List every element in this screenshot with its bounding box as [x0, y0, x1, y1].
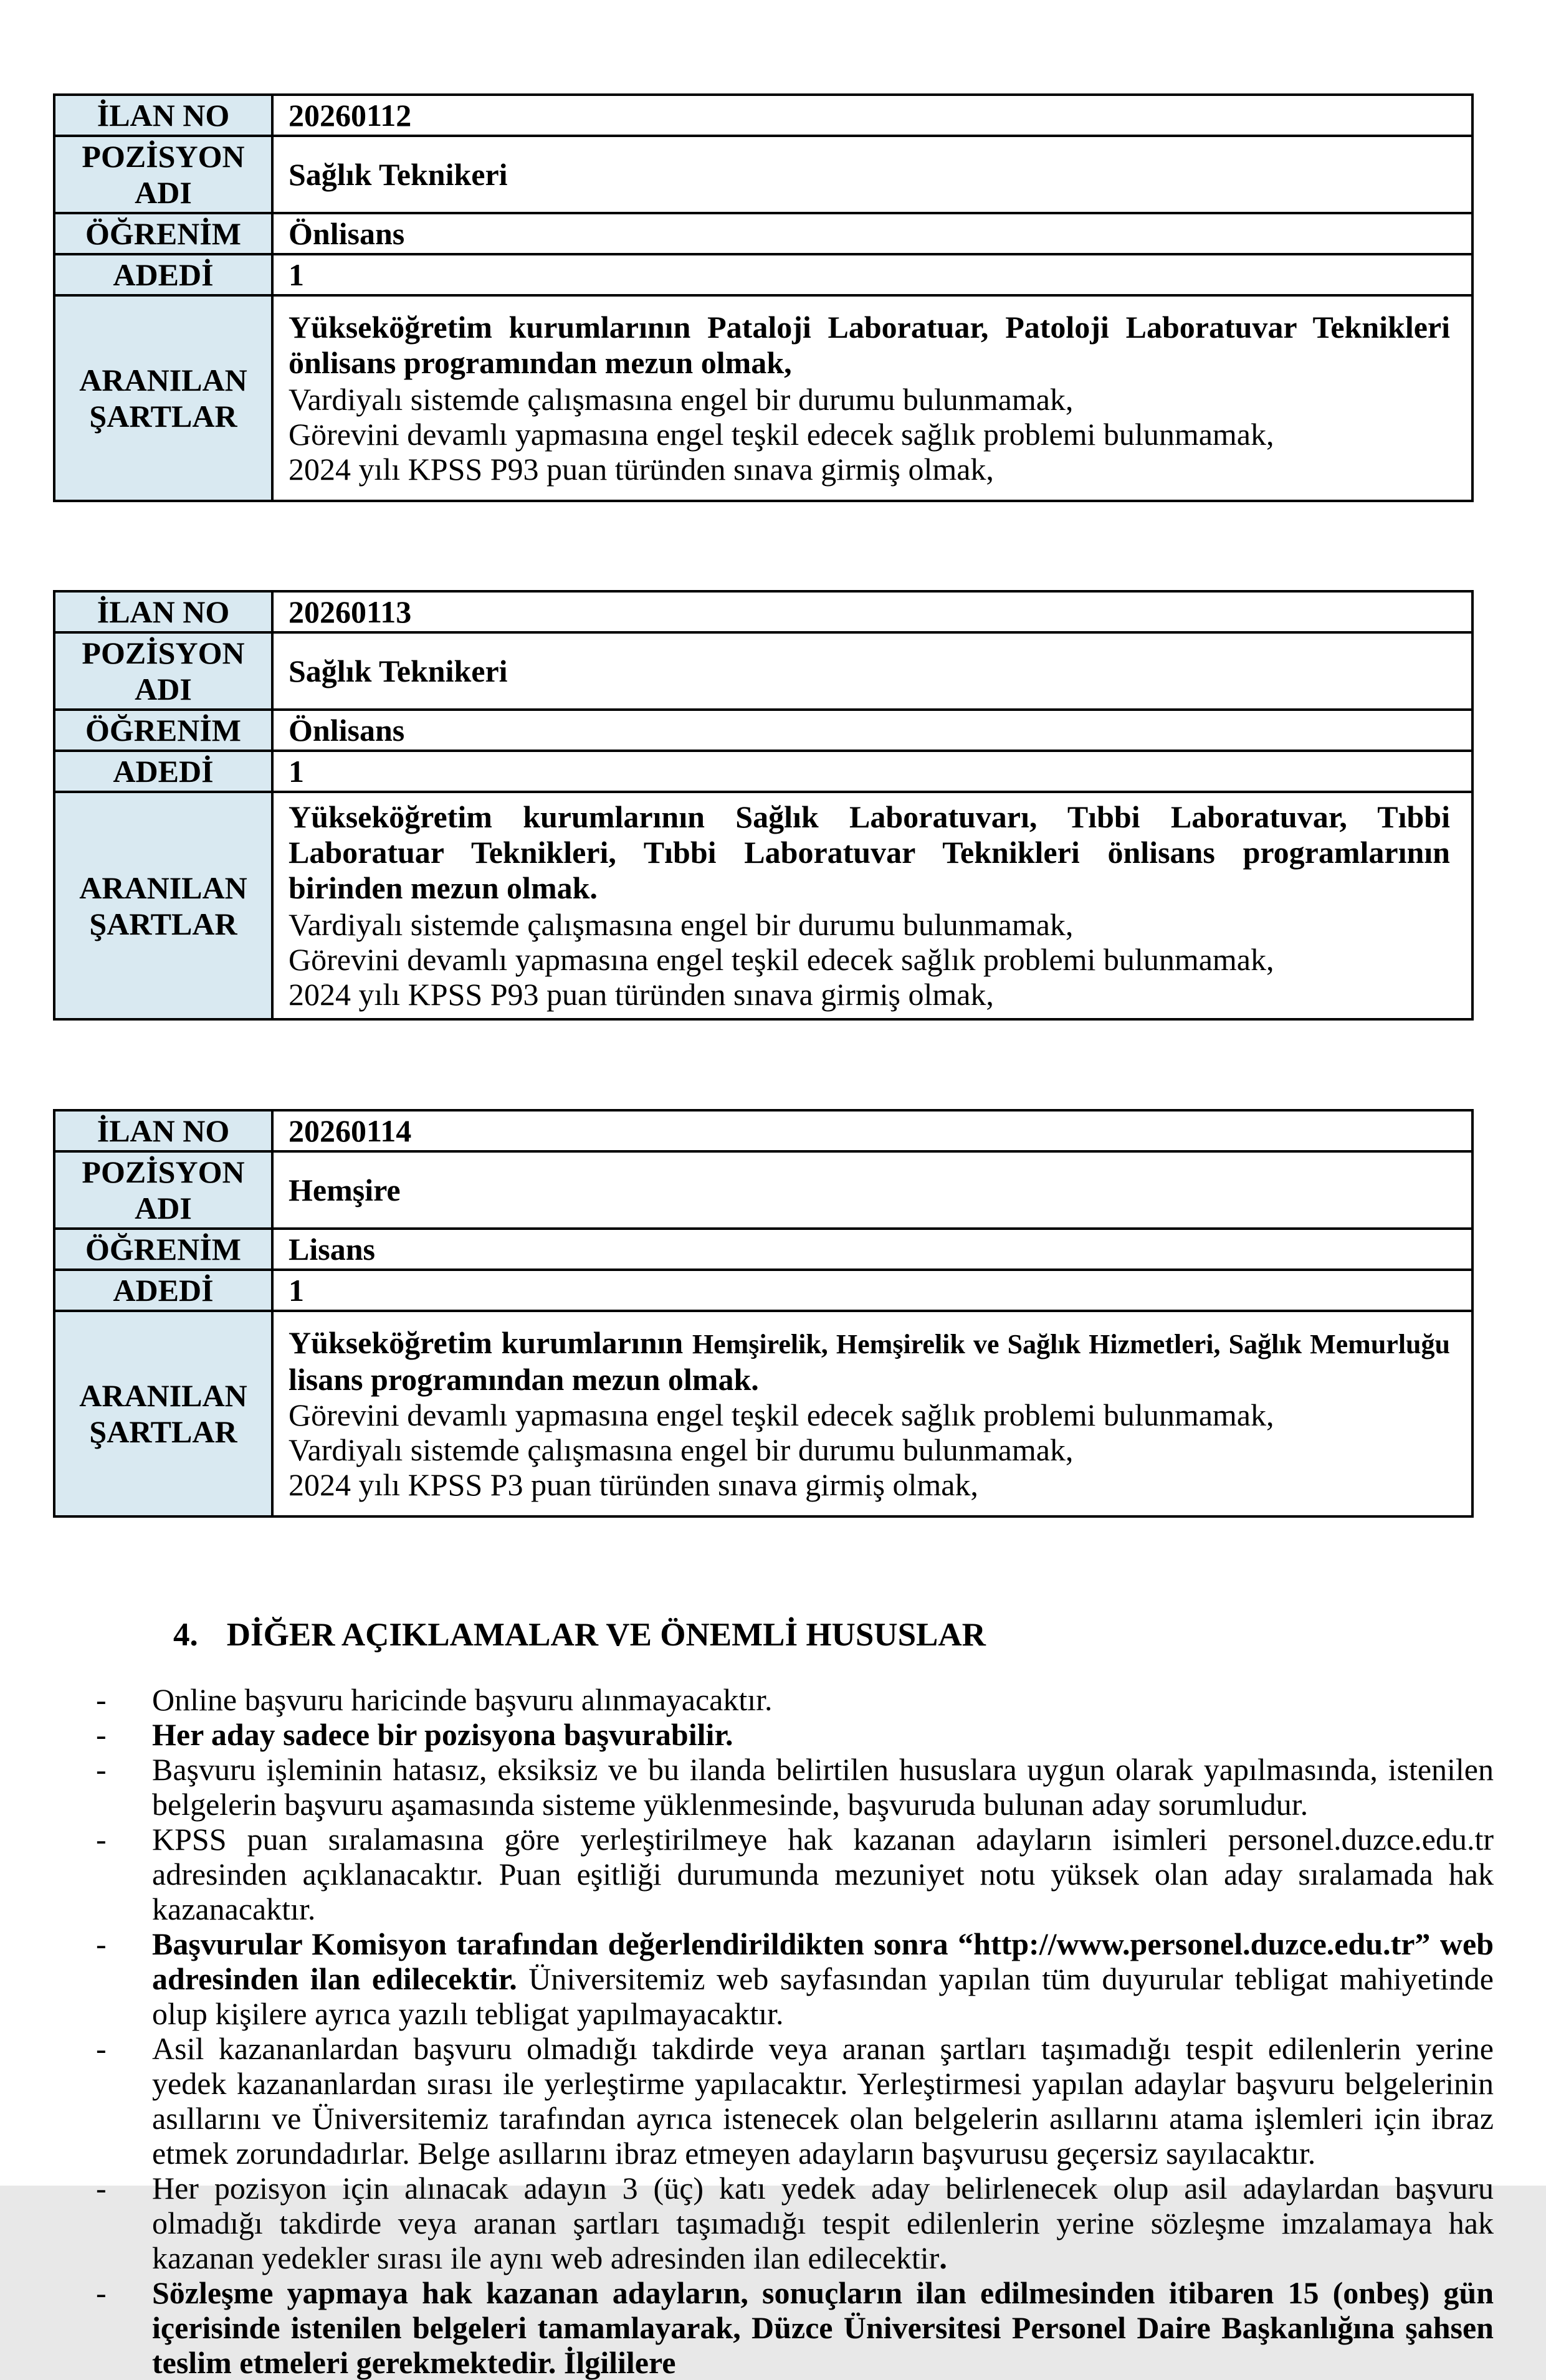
list-item — [53, 2031, 1494, 2171]
aranilan-sartlar-label: ARANILAN ŞARTLAR — [54, 1311, 272, 1516]
ogrenim-label: ÖĞRENİM — [54, 1229, 272, 1270]
dash-marker: - — [96, 1926, 107, 1961]
aranilan-sartlar-value — [272, 792, 1472, 1019]
table-row — [54, 1151, 1472, 1229]
adedi-label: ADEDİ — [54, 751, 272, 792]
dash-marker: - — [96, 2275, 107, 2310]
note-text: KPSS puan sıralamasına göre yerleştirilmeye hak kazanan adayların isimleri personel.duzce.edu.tr adresinden açıklanacaktır. Puan eşitliği durumunda mezuniyet notu yüksek olan aday sıralamada hak kazanacaktır. — [152, 1822, 1494, 1926]
ogrenim-value: Lisans — [272, 1229, 1472, 1270]
table-row — [54, 591, 1472, 632]
dash-marker: - — [96, 2171, 107, 2206]
note-text: Online başvuru haricinde başvuru alınmayacaktır. — [152, 1682, 773, 1717]
dash-marker: - — [96, 1822, 107, 1857]
pozisyon-adi-label: POZİSYON ADI — [54, 136, 272, 213]
ogrenim-label: ÖĞRENİM — [54, 710, 272, 751]
adedi-value: 1 — [272, 751, 1472, 792]
ilan-no-value: 20260114 — [272, 1110, 1472, 1151]
sartlar-line: Vardiyalı sistemde çalışmasına engel bir durumu bulunmamak, — [289, 907, 1074, 942]
table-row — [54, 254, 1472, 295]
list-item — [53, 1752, 1494, 1822]
table-row — [54, 1311, 1472, 1516]
adedi-value: 1 — [272, 254, 1472, 295]
dash-marker: - — [96, 1752, 107, 1787]
table-row — [54, 1270, 1472, 1311]
section-title: DİĞER AÇIKLAMALAR VE ÖNEMLİ HUSUSLAR — [226, 1617, 986, 1653]
list-item — [53, 2171, 1494, 2275]
adedi-label: ADEDİ — [54, 1270, 272, 1311]
list-item — [53, 1682, 1494, 1717]
section-heading — [173, 1616, 1494, 1654]
ilan-no-label: İLAN NO — [54, 95, 272, 136]
dash-marker: - — [96, 2031, 107, 2066]
list-item — [53, 2275, 1494, 2380]
sartlar-line: Vardiyalı sistemde çalışmasına engel bir durumu bulunmamak, — [289, 1432, 1074, 1467]
note-text: Her aday sadece bir pozisyona başvurabilir. — [152, 1717, 733, 1752]
table-row — [54, 136, 1472, 213]
dash-marker: - — [96, 1717, 107, 1752]
sartlar-line: 2024 yılı KPSS P3 puan türünden sınava girmiş olmak, — [289, 1467, 978, 1502]
pozisyon-adi-label: POZİSYON ADI — [54, 632, 272, 710]
table-row — [54, 213, 1472, 254]
adedi-label: ADEDİ — [54, 254, 272, 295]
table-row — [54, 295, 1472, 501]
table-row — [54, 632, 1472, 710]
adedi-value: 1 — [272, 1270, 1472, 1311]
ogrenim-value: Önlisans — [272, 710, 1472, 751]
ogrenim-label: ÖĞRENİM — [54, 213, 272, 254]
aranilan-sartlar-label: ARANILAN ŞARTLAR — [54, 295, 272, 501]
section-number: 4. — [173, 1617, 198, 1653]
note-text: Başvurular Komisyon tarafından değerlendirildikten sonra “http://www.personel.duzce.edu.tr” web adresinden ilan edilecektir. Üniversitemiz web sayfasından yapılan tüm duyurular tebligat mahiyetinde olup kişilere ayrıca yazılı tebligat yapılmayacaktır. — [152, 1926, 1494, 2031]
table-row — [54, 751, 1472, 792]
list-item — [53, 1717, 1494, 1752]
aranilan-sartlar-value — [272, 295, 1472, 501]
dash-marker: - — [96, 1682, 107, 1717]
ilan-no-value: 20260112 — [272, 95, 1472, 136]
ilan-no-label: İLAN NO — [54, 1110, 272, 1151]
job-table-20260113 — [53, 590, 1474, 1021]
sartlar-line: 2024 yılı KPSS P93 puan türünden sınava girmiş olmak, — [289, 977, 994, 1012]
sartlar-line: 2024 yılı KPSS P93 puan türünden sınava girmiş olmak, — [289, 452, 994, 487]
aranilan-sartlar-label: ARANILAN ŞARTLAR — [54, 792, 272, 1019]
sartlar-bold-sentence: Yükseköğretim kurumlarının Pataloji Laboratuar, Patoloji Laboratuvar Teknikleri önlisans programından mezun olmak, — [289, 310, 1450, 380]
page-content — [53, 0, 1494, 2380]
table-row — [54, 1229, 1472, 1270]
list-item — [53, 1926, 1494, 2031]
pozisyon-adi-value: Hemşire — [272, 1151, 1472, 1229]
list-item — [53, 1822, 1494, 1926]
pozisyon-adi-label: POZİSYON ADI — [54, 1151, 272, 1229]
table-row — [54, 95, 1472, 136]
ilan-no-label: İLAN NO — [54, 591, 272, 632]
note-text: Başvuru işleminin hatasız, eksiksiz ve bu ilanda belirtilen hususlara uygun olarak yapılmasında, istenilen belgelerin başvuru aşamasında sisteme yüklenmesinde, başvuruda bulunan aday sorumludur. — [152, 1752, 1494, 1822]
note-text: Her pozisyon için alınacak adayın 3 (üç) katı yedek aday belirlenecek olup asil adaylardan başvuru olmadığı takdirde veya aranan şartları taşımadığı tespit edilenlerin yerine sözleşme imzalamaya hak kazanan yedekler sırası ile aynı web adresinden ilan edilecektir. — [152, 2171, 1494, 2275]
table-row — [54, 710, 1472, 751]
job-table-20260114 — [53, 1109, 1474, 1518]
pozisyon-adi-value: Sağlık Teknikeri — [272, 136, 1472, 213]
aranilan-sartlar-value — [272, 1311, 1472, 1516]
note-text: Sözleşme yapmaya hak kazanan adayların, sonuçların ilan edilmesinden itibaren 15 (onbeş) gün içerisinde istenilen belgeleri tamamlayarak, Düzce Üniversitesi Personel Daire Başkanlığına şahsen teslim etmeleri gerekmektedir. İlgililere — [152, 2275, 1494, 2380]
table-row — [54, 792, 1472, 1019]
pozisyon-adi-value: Sağlık Teknikeri — [272, 632, 1472, 710]
ogrenim-value: Önlisans — [272, 213, 1472, 254]
note-text: Asil kazananlardan başvuru olmadığı takdirde veya aranan şartları taşımadığı tespit edilenlerin yerine yedek kazananlardan sırası ile yerleştirme yapılacaktır. Yerleştirmesi yapılan adaylar başvuru belgelerinin asıllarını ve Üniversitemiz tarafından ayrıca istenecek olan belgelerin asıllarını atama işlemleri için ibraz etmek zorundadırlar. Belge asıllarını ibraz etmeyen adayların başvurusu geçersiz sayılacaktır. — [152, 2031, 1494, 2171]
sartlar-line: Görevini devamlı yapmasına engel teşkil edecek sağlık problemi bulunmamak, — [289, 942, 1274, 977]
table-row — [54, 1110, 1472, 1151]
sartlar-bold-sentence: Yükseköğretim kurumlarının Hemşirelik, Hemşirelik ve Sağlık Hizmetleri, Sağlık Memurluğu lisans programından mezun olmak. — [289, 1325, 1450, 1397]
sartlar-bold-sentence: Yükseköğretim kurumlarının Sağlık Laboratuvarı, Tıbbi Laboratuvar, Tıbbi Laboratuar Teknikleri, Tıbbi Laboratuvar Teknikleri önlisans programlarının birinden mezun olmak. — [289, 799, 1450, 905]
ilan-no-value: 20260113 — [272, 591, 1472, 632]
job-table-20260112 — [53, 93, 1474, 502]
notes-list — [53, 1682, 1494, 2380]
sartlar-line: Vardiyalı sistemde çalışmasına engel bir durumu bulunmamak, — [289, 382, 1074, 417]
sartlar-line: Görevini devamlı yapmasına engel teşkil edecek sağlık problemi bulunmamak, — [289, 1397, 1274, 1432]
sartlar-line: Görevini devamlı yapmasına engel teşkil edecek sağlık problemi bulunmamak, — [289, 417, 1274, 452]
